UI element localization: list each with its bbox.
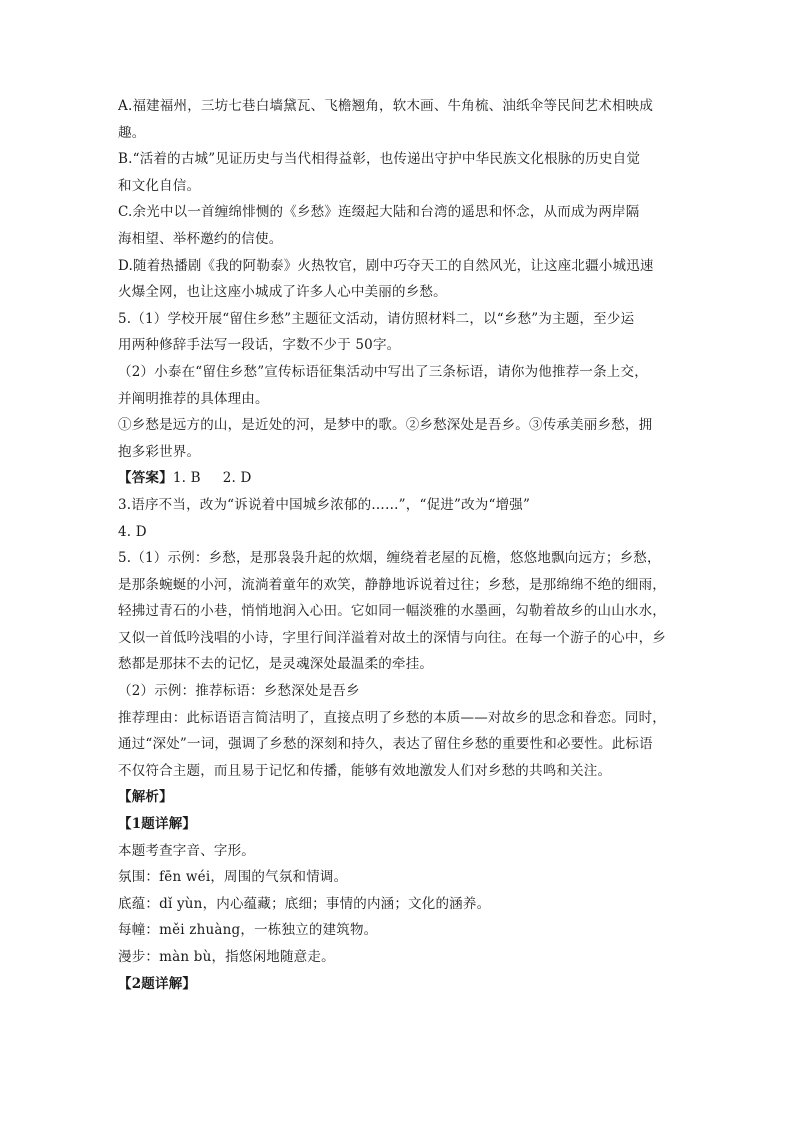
text-line: C.余光中以一首缠绵悱恻的《乡愁》连缀起大陆和台湾的遥思和怀念，从而成为两岸隔 <box>118 204 640 221</box>
text-line: B.“活着的古城”见证历史与当代相得益彰，也传递出守护中华民族文化根脉的历史自觉 <box>118 151 641 168</box>
text-line: 推荐理由：此标语语言简洁明了，直接点明了乡愁的本质——对故乡的思念和眷恋。同时， <box>118 709 666 726</box>
text-line: 5.（1）学校开展“留住乡愁”主题征文活动，请仿照材料二，以“乡愁”为主题，至少运 <box>118 310 635 327</box>
text-line: ①乡愁是远方的山，是近处的河，是梦中的歌。②乡愁深处是吾乡。③传承美丽乡愁，拥 <box>118 417 653 434</box>
text-line: 本题考查字音、字形。 <box>118 842 255 859</box>
answer-q1: 1. B <box>172 470 201 487</box>
text-line: 用两种修辞手法写一段话，字数不少于 50字。 <box>118 337 401 354</box>
detail-1-heading: 【1题详解】 <box>118 816 197 833</box>
text-line: 漫步：màn bù，指悠闲地随意走。 <box>118 949 335 965</box>
text-line: 每幢：měi zhuàng，一栋独立的建筑物。 <box>118 922 378 939</box>
text-line: 3.语序不当，改为“诉说着中国城乡浓郁的……”，“促进”改为“增强” <box>118 496 531 513</box>
text-line: D.随着热播剧《我的阿勒泰》火热牧官，剧中巧夺天工的自然风光，让这座北疆小城迅速 <box>118 257 654 274</box>
text-line: 并阐明推荐的具体理由。 <box>118 390 269 407</box>
text-line: 氛围：fēn wéi，周围的气氛和情调。 <box>118 869 348 886</box>
text-line: 和文化自信。 <box>118 177 201 194</box>
text-line: 4. D <box>118 523 147 540</box>
text-line: 通过“深处”一词，强调了乡愁的深刻和持久，表达了留住乡愁的重要性和必要性。此标语 <box>118 736 653 753</box>
text-line: 不仅符合主题，而且易于记忆和传播，能够有效地激发人们对乡愁的共鸣和关注。 <box>118 762 612 779</box>
text-line: 趣。 <box>118 124 146 141</box>
text-line: （2）示例：推荐标语：乡愁深处是吾乡 <box>118 683 360 700</box>
text-line: A.福建福州，三坊七巷白墙黛瓦、飞檐翘角，软木画、牛角梳、油纸伞等民间艺术相映成 <box>118 98 654 114</box>
text-line: 是那条蜿蜒的小河，流淌着童年的欢笑，静静地诉说着过往；乡愁，是那绵绵不绝的细雨， <box>118 576 666 593</box>
text-line: 愁都是那抹不去的记忆，是灵魂深处最温柔的牵挂。 <box>118 656 434 673</box>
document-page <box>118 93 682 997</box>
text-line: 海相望、举杯邀约的信使。 <box>118 230 283 247</box>
text-line: 轻拂过青石的小巷，悄悄地润入心田。它如同一幅淡雅的水墨画，勾勒着故乡的山山水水， <box>118 603 666 620</box>
text-line: （2）小泰在“留住乡愁”宣传标语征集活动中写出了三条标语，请你为他推荐一条上交， <box>118 363 648 380</box>
answer-q2: 2. D <box>222 470 252 487</box>
text-line: 又似一首低吟浅唱的小诗，字里行间洋溢着对故土的深情与向往。在每一个游子的心中，乡 <box>118 629 666 646</box>
answer-tag: 【答案】 <box>118 470 173 487</box>
analysis-heading: 【解析】 <box>118 789 173 806</box>
text-line: 5.（1）示例：乡愁，是那袅袅升起的炊烟，缠绕着老屋的瓦檐，悠悠地飘向远方；乡愁， <box>118 550 661 567</box>
detail-2-heading: 【2题详解】 <box>118 975 197 992</box>
text-line: 抱多彩世界。 <box>118 443 201 460</box>
text-line: 底蕴：dǐ yùn，内心蕴藏；底细；事情的内涵；文化的涵养。 <box>118 895 491 912</box>
answer-line <box>118 465 682 492</box>
text-line: 火爆全网，也让这座小城成了许多人心中美丽的乡愁。 <box>118 284 447 301</box>
